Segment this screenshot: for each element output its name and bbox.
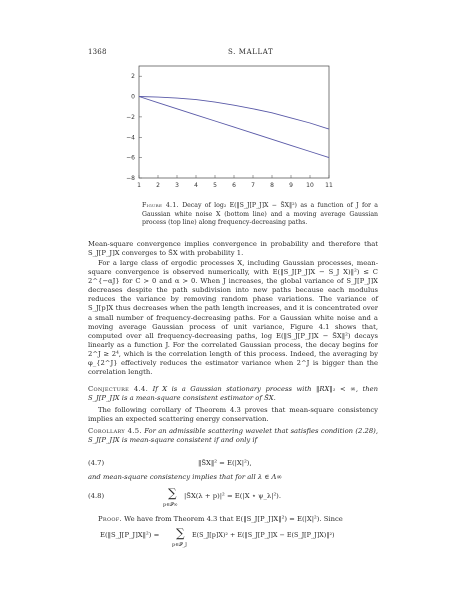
x-tick-label: 3 <box>175 182 179 189</box>
equation-last-lhs: E(‖S_J[P_J]X‖²) = <box>100 531 160 539</box>
y-tick-label: 2 <box>131 73 135 81</box>
paragraph-convergence: Mean-square convergence implies convergence in probability and therefore that S_J[P_J]X converges to S̄X with probability 1. <box>88 240 378 258</box>
equation-4-8: |S̄X(λ + p)|² = E(|X ⋆ ψ_λ|²). <box>184 492 281 500</box>
paragraph-corollary-intro: The following corollary of Theorem 4.3 proves that mean-square consistency implies an expected scattering energy conservation. <box>88 406 378 424</box>
equation-4-7-number: (4.7) <box>88 459 105 467</box>
equation-last-rhs: E(S_J[p]X)² + E(‖S_J[P_J]X − E(S_J[P_J]X)‖²) <box>192 531 335 539</box>
decay-chart <box>112 62 342 194</box>
x-tick-label: 7 <box>251 182 255 189</box>
equation-4-7: ‖S̄X‖² = E(|X|²), <box>198 459 252 467</box>
page-number: 1368 <box>88 48 107 56</box>
y-tick-label: 0 <box>131 93 135 101</box>
equation-4-8-number: (4.8) <box>88 492 105 500</box>
equation-4-8-sum-symbol: ∑ <box>168 486 177 500</box>
y-tick-label: −6 <box>126 154 135 162</box>
consistency-sentence: and mean-square consistency implies that for all λ ∈ Λ∞ <box>88 473 283 481</box>
proof-label: Proof. <box>98 515 122 523</box>
conjecture-text: If X is a Gaussian stationary process with ‖RX‖₁ < ∞, then S_J[P_J]X is a mean-square consistent estimator of S̄X. <box>88 385 378 403</box>
series-line-top <box>139 97 329 130</box>
figure-caption <box>142 202 378 228</box>
x-tick-label: 2 <box>156 182 160 189</box>
equation-last-sum-symbol: ∑ <box>176 526 185 540</box>
proof-block <box>88 515 378 524</box>
equation-4-8-sum-index: p∈𝒫∞ <box>163 502 178 508</box>
conjecture-label: Conjecture 4.4. <box>88 385 149 393</box>
figure-caption-label: Figure 4.1. <box>142 202 179 209</box>
corollary-label: Corollary 4.5. <box>88 427 142 435</box>
corollary-block <box>88 427 378 445</box>
conjecture-block <box>88 385 378 403</box>
plot-frame <box>139 66 329 178</box>
x-tick-label: 8 <box>270 182 274 189</box>
proof-text: We have from Theorem 4.3 that E(‖S_J[P_J]X‖²) = E(|X|²). Since <box>124 515 343 523</box>
series-line-bottom <box>139 97 329 158</box>
y-tick-label: −4 <box>126 134 135 142</box>
paragraph-ergodic: For a large class of ergodic processes X, including Gaussian processes, mean-square convergence is observed numerically, with E(‖S_J[P_J]X − S_J X)‖²) ≤ C 2^{−αJ} for C > 0 and α > 0. When J increases, the global variance of S_J[P_J]X decreases despite the path subdivision into new paths because each modulus reduces the variance by removing random phase variations. The variance of S_J[p]X thus decreases when the path length increases, and it is concentrated over a small number of frequency-decreasing paths. For a Gaussian white noise and a moving average Gaussian process of unit variance, Figure 4.1 shows that, computed over all frequency-decreasing paths, log E(‖S_J[P_J]X − S̄X‖²) decays linearly as a function J. For the correlated Gaussian process, the decay begins for 2^J ≥ 2⁴, which is the correlation length of this process. Indeed, the averaging by φ_{2^J} effectively reduces the estimator variance when 2^J is bigger than the correlation length. <box>88 259 378 377</box>
running-head-author: S. MALLAT <box>228 48 274 56</box>
figure-caption-text: Decay of log₂ E(‖S_J[P_J]X − S̄X‖²) as a function of J for a Gaussian white noise X (bottom line) and a moving average Gaussian process (top line) along frequency-decreasing paths. <box>142 202 378 227</box>
y-axis-ticks <box>126 73 142 182</box>
x-tick-label: 9 <box>289 182 293 189</box>
x-tick-label: 11 <box>325 182 333 189</box>
y-tick-label: −8 <box>126 175 135 182</box>
x-tick-label: 5 <box>213 182 217 189</box>
series-lines <box>139 97 329 158</box>
y-tick-label: −2 <box>126 113 135 121</box>
x-axis-ticks <box>137 175 333 189</box>
x-tick-label: 10 <box>306 182 314 189</box>
x-tick-label: 6 <box>232 182 236 189</box>
x-tick-label: 1 <box>137 182 141 189</box>
corollary-text: For an admissible scattering wavelet that satisfies condition (2.28), S_J[P_J]X is mean-square consistent if and only if <box>88 427 378 445</box>
equation-last-sum-index: p∈𝒫_J <box>172 542 188 548</box>
x-tick-label: 4 <box>194 182 198 189</box>
